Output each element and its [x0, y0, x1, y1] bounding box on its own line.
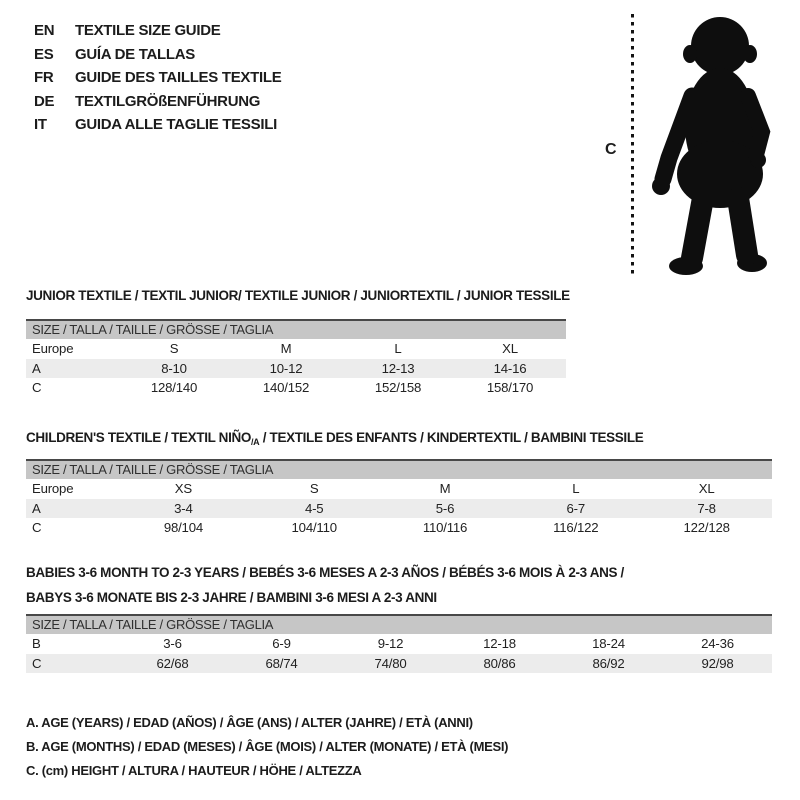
table-cell: S [309, 481, 319, 496]
size-header-bar: SIZE / TALLA / TAILLE / GRÖSSE / TAGLIA [26, 614, 772, 634]
guide-title-en: TEXTILE SIZE GUIDE [75, 22, 221, 39]
row-label: Europe [32, 341, 74, 356]
table-cell: 116/122 [553, 520, 599, 535]
guide-title-es: GUÍA DE TALLAS [75, 45, 195, 63]
table-cell: 12-18 [483, 636, 516, 651]
table-cell: 74/80 [374, 655, 407, 671]
heading-subscript: /A [251, 437, 260, 447]
table-cell: 80/86 [483, 655, 516, 671]
table-cell: 6-7 [566, 500, 586, 516]
row-label: A [32, 360, 41, 376]
table-cell: 5-6 [435, 500, 455, 516]
language-title-list [34, 19, 281, 137]
table-cell: 14-16 [493, 360, 527, 376]
language-code: EN [34, 22, 55, 39]
toddler-silhouette-icon [642, 8, 792, 280]
table-cell: 140/152 [262, 380, 310, 395]
row-label: C [32, 380, 42, 395]
children-section-heading [26, 430, 643, 447]
language-code: IT [34, 116, 47, 133]
language-row-fr [34, 66, 281, 90]
table-cell: 4-5 [304, 500, 324, 516]
table-row [26, 634, 772, 654]
table-cell: S [169, 341, 179, 356]
row-label: A [32, 500, 41, 516]
junior-section-heading: JUNIOR TEXTILE / TEXTIL JUNIOR/ TEXTILE JUNIOR / JUNIORTEXTIL / JUNIOR TESSILE [26, 288, 570, 303]
size-header-bar: SIZE / TALLA / TAILLE / GRÖSSE / TAGLIA [26, 319, 566, 339]
table-cell: 8-10 [161, 360, 187, 376]
table-cell: 68/74 [265, 655, 298, 671]
table-cell: 104/110 [291, 520, 337, 535]
table-cell: 18-24 [592, 636, 625, 651]
footnote-b: B. AGE (MONTHS) / EDAD (MESES) / ÂGE (MOIS) / ALTER (MONATE) / ETÀ (MESI) [26, 739, 509, 755]
table-cell: 128/140 [150, 380, 198, 395]
language-row-it [34, 113, 281, 137]
junior-size-table [26, 319, 566, 398]
height-measure-dotted-line [631, 14, 634, 278]
table-cell: L [394, 341, 402, 356]
table-cell: 24-36 [701, 636, 734, 651]
guide-title-fr: GUIDE DES TAILLES TEXTILE [75, 69, 282, 86]
children-size-table [26, 459, 772, 538]
table-cell: 86/92 [592, 655, 625, 671]
table-cell: M [280, 341, 292, 356]
heading-line-2: BABYS 3-6 MONATE BIS 2-3 JAHRE / BAMBINI 3-6 MESI A 2-3 ANNI [26, 589, 437, 605]
heading-text: / TEXTILE DES ENFANTS / KINDERTEXTIL / BAMBINI TESSILE [259, 430, 644, 445]
table-cell: 12-13 [381, 360, 415, 376]
table-cell: 6-9 [272, 636, 291, 651]
row-label: Europe [32, 481, 74, 496]
footnote-a: A. AGE (YEARS) / EDAD (AÑOS) / ÂGE (ANS) / ALTER (JAHRE) / ETÀ (ANNI) [26, 715, 473, 730]
language-code: FR [34, 69, 54, 86]
language-row-en [34, 19, 281, 43]
height-measure-label: C [605, 141, 617, 158]
table-row [26, 499, 772, 519]
table-cell: 3-4 [174, 500, 193, 516]
table-cell: XL [698, 481, 715, 496]
language-row-de [34, 90, 281, 114]
table-row [26, 378, 566, 398]
row-label: C [32, 520, 42, 535]
table-cell: M [439, 481, 451, 496]
table-cell: 110/116 [422, 520, 468, 535]
babies-section-heading [26, 561, 624, 610]
table-cell: 152/158 [374, 380, 422, 395]
table-row [26, 518, 772, 538]
table-row [26, 479, 772, 499]
size-header-bar: SIZE / TALLA / TAILLE / GRÖSSE / TAGLIA [26, 459, 772, 479]
table-cell: 3-6 [163, 636, 182, 651]
language-row-es [34, 43, 281, 67]
language-code: ES [34, 45, 54, 63]
babies-size-table [26, 614, 772, 673]
table-cell: L [572, 481, 580, 496]
table-cell: 10-12 [269, 360, 303, 376]
footnote-c: C. (cm) HEIGHT / ALTURA / HAUTEUR / HÖHE / ALTEZZA [26, 763, 362, 779]
footnote-legend [26, 711, 508, 784]
table-cell: 9-12 [377, 636, 404, 651]
guide-title-it: GUIDA ALLE TAGLIE TESSILI [75, 116, 277, 133]
table-cell: 122/128 [683, 520, 730, 535]
language-code: DE [34, 92, 55, 110]
table-cell: 92/98 [701, 655, 734, 671]
table-cell: 98/104 [163, 520, 203, 535]
row-label: B [32, 636, 41, 651]
heading-line-1: BABIES 3-6 MONTH TO 2-3 YEARS / BEBÉS 3-6 MESES A 2-3 AÑOS / BÉBÉS 3-6 MOIS À 2-3 ANS / [26, 565, 624, 580]
heading-text: CHILDREN'S TEXTILE / TEXTIL NIÑO [26, 430, 252, 445]
table-row [26, 339, 566, 359]
table-cell: 158/170 [486, 380, 534, 395]
table-cell: 7-8 [697, 500, 716, 516]
row-label: C [32, 655, 42, 671]
table-cell: XL [502, 341, 518, 356]
table-cell: 62/68 [156, 655, 189, 671]
table-row [26, 654, 772, 674]
guide-title-de: TEXTILGRÖßENFÜHRUNG [75, 92, 261, 110]
table-row [26, 359, 566, 379]
table-cell: XS [174, 481, 192, 496]
